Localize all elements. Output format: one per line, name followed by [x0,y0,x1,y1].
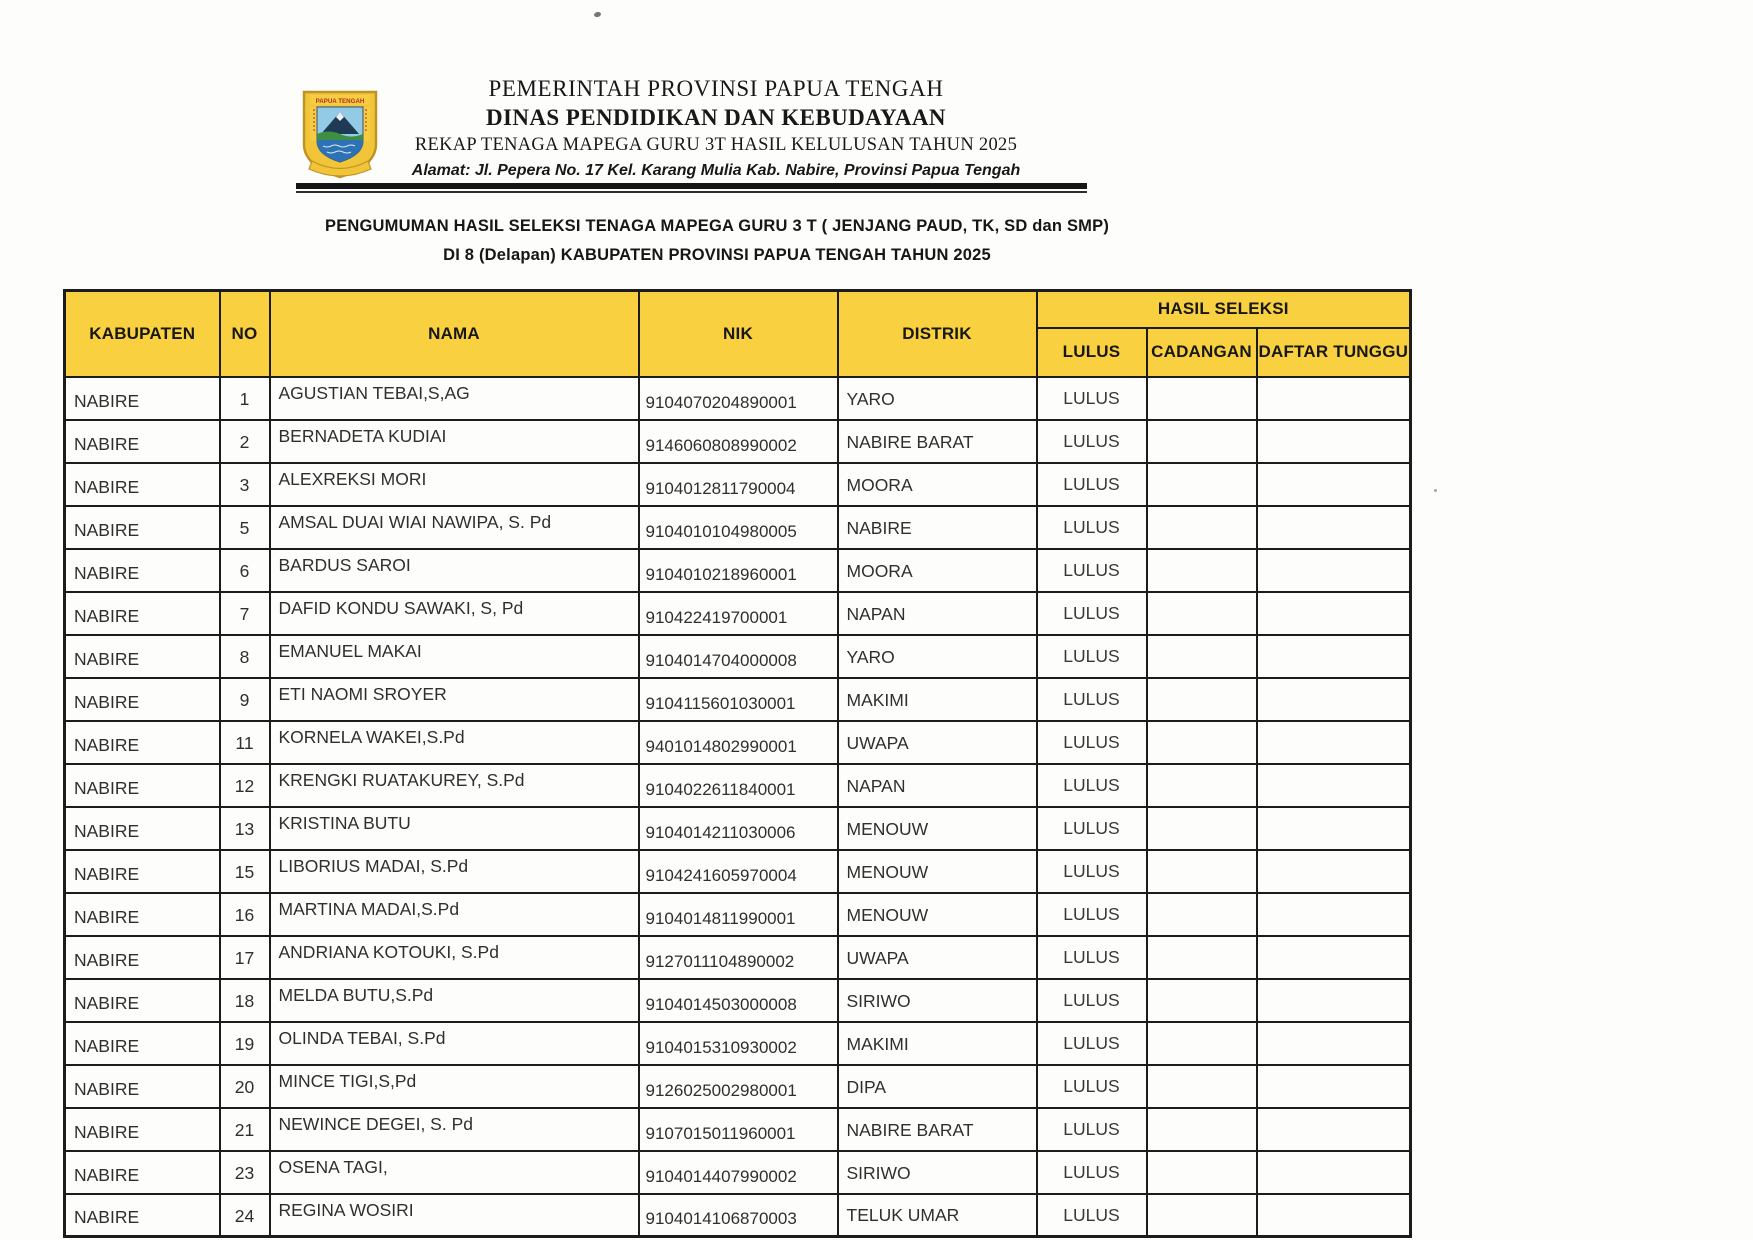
cell-no: 3 [220,463,270,506]
announcement-title [0,212,1434,269]
cell-no: 16 [220,893,270,936]
table-row [65,936,1411,979]
cell-nama: MELDA BUTU,S.Pd [270,979,639,1022]
cell-daftar-tunggu [1257,936,1411,979]
cell-nama: REGINA WOSIRI [270,1194,639,1237]
cell-lulus: LULUS [1037,549,1147,592]
cell-daftar-tunggu [1257,764,1411,807]
cell-nama: BARDUS SAROI [270,549,639,592]
col-header-distrik: DISTRIK [838,291,1037,377]
cell-distrik: UWAPA [838,721,1037,764]
col-header-daftar-tunggu: DAFTAR TUNGGU [1257,328,1411,377]
cell-nama: LIBORIUS MADAI, S.Pd [270,850,639,893]
cell-nik: 9104115601030001 [639,678,838,721]
cell-nama: OSENA TAGI, [270,1151,639,1194]
cell-cadangan [1147,549,1257,592]
cell-daftar-tunggu [1257,979,1411,1022]
table-row [65,1151,1411,1194]
cell-kabupaten: NABIRE [65,463,220,506]
cell-nama: ALEXREKSI MORI [270,463,639,506]
cell-lulus: LULUS [1037,850,1147,893]
cell-nik: 910422419700001 [639,592,838,635]
cell-distrik: MOORA [838,463,1037,506]
cell-no: 2 [220,420,270,463]
table-row [65,635,1411,678]
results-table [63,289,1412,1238]
table-row [65,1022,1411,1065]
cell-distrik: NAPAN [838,592,1037,635]
table-row [65,807,1411,850]
cell-lulus: LULUS [1037,1022,1147,1065]
cell-kabupaten: NABIRE [65,506,220,549]
cell-no: 17 [220,936,270,979]
cell-nama: ANDRIANA KOTOUKI, S.Pd [270,936,639,979]
table-row [65,549,1411,592]
cell-cadangan [1147,1151,1257,1194]
scan-artifact [1434,489,1437,492]
cell-kabupaten: NABIRE [65,979,220,1022]
col-header-kabupaten: KABUPATEN [65,291,220,377]
cell-nama: MINCE TIGI,S,Pd [270,1065,639,1108]
cell-daftar-tunggu [1257,549,1411,592]
cell-lulus: LULUS [1037,592,1147,635]
cell-nama: KRISTINA BUTU [270,807,639,850]
cell-cadangan [1147,850,1257,893]
cell-daftar-tunggu [1257,1151,1411,1194]
table-row [65,420,1411,463]
cell-daftar-tunggu [1257,893,1411,936]
cell-cadangan [1147,506,1257,549]
cell-nik: 9146060808990002 [639,420,838,463]
cell-kabupaten: NABIRE [65,635,220,678]
cell-no: 6 [220,549,270,592]
col-header-nama: NAMA [270,291,639,377]
scan-artifact [593,11,601,18]
letterhead-divider [296,183,1087,193]
cell-no: 19 [220,1022,270,1065]
cell-cadangan [1147,377,1257,420]
cell-distrik: NABIRE BARAT [838,1108,1037,1151]
cell-cadangan [1147,678,1257,721]
cell-distrik: MENOUW [838,850,1037,893]
cell-daftar-tunggu [1257,850,1411,893]
cell-lulus: LULUS [1037,1065,1147,1108]
cell-daftar-tunggu [1257,1108,1411,1151]
address-line: Alamat: Jl. Pepera No. 17 Kel. Karang Mulia Kab. Nabire, Provinsi Papua Tengah [411,162,1021,179]
cell-no: 13 [220,807,270,850]
cell-kabupaten: NABIRE [65,721,220,764]
cell-distrik: NABIRE BARAT [838,420,1037,463]
cell-daftar-tunggu [1257,506,1411,549]
letterhead [320,75,1112,183]
cell-distrik: MENOUW [838,893,1037,936]
cell-no: 11 [220,721,270,764]
cell-lulus: LULUS [1037,678,1147,721]
cell-kabupaten: NABIRE [65,850,220,893]
cell-nik: 9104014811990001 [639,893,838,936]
cell-cadangan [1147,635,1257,678]
cell-lulus: LULUS [1037,979,1147,1022]
cell-lulus: LULUS [1037,764,1147,807]
cell-cadangan [1147,463,1257,506]
cell-distrik: MAKIMI [838,1022,1037,1065]
cell-cadangan [1147,1108,1257,1151]
cell-nik: 9104070204890001 [639,377,838,420]
cell-kabupaten: NABIRE [65,764,220,807]
cell-daftar-tunggu [1257,678,1411,721]
cell-no: 12 [220,764,270,807]
cell-nama: KORNELA WAKEI,S.Pd [270,721,639,764]
cell-nama: BERNADETA KUDIAI [270,420,639,463]
cell-cadangan [1147,420,1257,463]
cell-daftar-tunggu [1257,420,1411,463]
cell-cadangan [1147,1065,1257,1108]
cell-cadangan [1147,979,1257,1022]
cell-lulus: LULUS [1037,635,1147,678]
cell-lulus: LULUS [1037,420,1147,463]
cell-nama: ETI NAOMI SROYER [270,678,639,721]
cell-lulus: LULUS [1037,506,1147,549]
cell-distrik: NAPAN [838,764,1037,807]
cell-nik: 9126025002980001 [639,1065,838,1108]
cell-nik: 9104022611840001 [639,764,838,807]
cell-kabupaten: NABIRE [65,1194,220,1237]
cell-nama: KRENGKI RUATAKUREY, S.Pd [270,764,639,807]
cell-daftar-tunggu [1257,721,1411,764]
cell-nik: 9401014802990001 [639,721,838,764]
cell-kabupaten: NABIRE [65,807,220,850]
cell-nik: 9104014106870003 [639,1194,838,1237]
table-row [65,463,1411,506]
cell-daftar-tunggu [1257,592,1411,635]
cell-cadangan [1147,1022,1257,1065]
cell-no: 21 [220,1108,270,1151]
cell-daftar-tunggu [1257,377,1411,420]
recap-title-line: REKAP TENAGA MAPEGA GURU 3T HASIL KELULUSAN TAHUN 2025 [414,135,1018,155]
table-row [65,893,1411,936]
cell-nik: 9104010104980005 [639,506,838,549]
cell-cadangan [1147,592,1257,635]
table-row [65,506,1411,549]
cell-kabupaten: NABIRE [65,377,220,420]
cell-nama: AMSAL DUAI WIAI NAWIPA, S. Pd [270,506,639,549]
cell-kabupaten: NABIRE [65,1108,220,1151]
cell-kabupaten: NABIRE [65,420,220,463]
cell-daftar-tunggu [1257,635,1411,678]
cell-distrik: MAKIMI [838,678,1037,721]
cell-cadangan [1147,1194,1257,1237]
cell-daftar-tunggu [1257,1022,1411,1065]
table-row [65,1108,1411,1151]
cell-distrik: SIRIWO [838,979,1037,1022]
cell-no: 1 [220,377,270,420]
cell-distrik: DIPA [838,1065,1037,1108]
cell-nik: 9127011104890002 [639,936,838,979]
cell-lulus: LULUS [1037,893,1147,936]
cell-lulus: LULUS [1037,1151,1147,1194]
cell-cadangan [1147,936,1257,979]
cell-kabupaten: NABIRE [65,549,220,592]
cell-nik: 9107015011960001 [639,1108,838,1151]
announcement-line-1: PENGUMUMAN HASIL SELEKSI TENAGA MAPEGA GURU 3 T ( JENJANG PAUD, TK, SD dan SMP) [324,217,1110,235]
cell-lulus: LULUS [1037,721,1147,764]
announcement-line-2: DI 8 (Delapan) KABUPATEN PROVINSI PAPUA TENGAH TAHUN 2025 [443,245,991,264]
cell-nik: 9104012811790004 [639,463,838,506]
cell-no: 5 [220,506,270,549]
cell-distrik: YARO [838,377,1037,420]
table-row [65,979,1411,1022]
col-header-hasil-seleksi: HASIL SELEKSI [1037,291,1411,328]
cell-daftar-tunggu [1257,463,1411,506]
cell-no: 23 [220,1151,270,1194]
cell-daftar-tunggu [1257,1194,1411,1237]
cell-distrik: SIRIWO [838,1151,1037,1194]
results-table-body [65,377,1411,1237]
table-row [65,764,1411,807]
cell-daftar-tunggu [1257,1065,1411,1108]
cell-lulus: LULUS [1037,936,1147,979]
cell-lulus: LULUS [1037,1194,1147,1237]
cell-cadangan [1147,721,1257,764]
cell-kabupaten: NABIRE [65,893,220,936]
cell-nik: 9104014704000008 [639,635,838,678]
cell-distrik: MENOUW [838,807,1037,850]
cell-lulus: LULUS [1037,463,1147,506]
cell-no: 15 [220,850,270,893]
col-header-nik: NIK [639,291,838,377]
cell-distrik: TELUK UMAR [838,1194,1037,1237]
cell-nik: 9104010218960001 [639,549,838,592]
cell-kabupaten: NABIRE [65,1065,220,1108]
cell-nik: 9104015310930002 [639,1022,838,1065]
cell-cadangan [1147,807,1257,850]
table-row [65,721,1411,764]
cell-kabupaten: NABIRE [65,1022,220,1065]
cell-cadangan [1147,764,1257,807]
table-row [65,1194,1411,1237]
table-header [65,291,1411,377]
cell-nama: EMANUEL MAKAI [270,635,639,678]
cell-distrik: MOORA [838,549,1037,592]
cell-no: 18 [220,979,270,1022]
cell-kabupaten: NABIRE [65,936,220,979]
cell-no: 7 [220,592,270,635]
department-name: DINAS PENDIDIKAN DAN KEBUDAYAAN [486,105,946,130]
cell-nik: 9104014211030006 [639,807,838,850]
cell-nik: 9104241605970004 [639,850,838,893]
cell-distrik: NABIRE [838,506,1037,549]
col-header-cadangan: CADANGAN [1147,328,1257,377]
cell-kabupaten: NABIRE [65,592,220,635]
table-row [65,678,1411,721]
cell-nama: NEWINCE DEGEI, S. Pd [270,1108,639,1151]
cell-lulus: LULUS [1037,377,1147,420]
government-name: PEMERINTAH PROVINSI PAPUA TENGAH [488,76,944,101]
cell-distrik: UWAPA [838,936,1037,979]
cell-nik: 9104014407990002 [639,1151,838,1194]
cell-cadangan [1147,893,1257,936]
cell-nama: MARTINA MADAI,S.Pd [270,893,639,936]
col-header-no: NO [220,291,270,377]
cell-no: 8 [220,635,270,678]
cell-nama: OLINDA TEBAI, S.Pd [270,1022,639,1065]
cell-daftar-tunggu [1257,807,1411,850]
cell-kabupaten: NABIRE [65,1151,220,1194]
cell-lulus: LULUS [1037,807,1147,850]
cell-distrik: YARO [838,635,1037,678]
cell-nik: 9104014503000008 [639,979,838,1022]
cell-kabupaten: NABIRE [65,678,220,721]
cell-no: 20 [220,1065,270,1108]
table-row [65,592,1411,635]
cell-no: 24 [220,1194,270,1237]
table-row [65,377,1411,420]
cell-nama: DAFID KONDU SAWAKI, S, Pd [270,592,639,635]
table-row [65,850,1411,893]
table-row [65,1065,1411,1108]
cell-lulus: LULUS [1037,1108,1147,1151]
col-header-lulus: LULUS [1037,328,1147,377]
cell-no: 9 [220,678,270,721]
cell-nama: AGUSTIAN TEBAI,S,AG [270,377,639,420]
seal-banner-text: PAPUA TENGAH [315,98,365,105]
